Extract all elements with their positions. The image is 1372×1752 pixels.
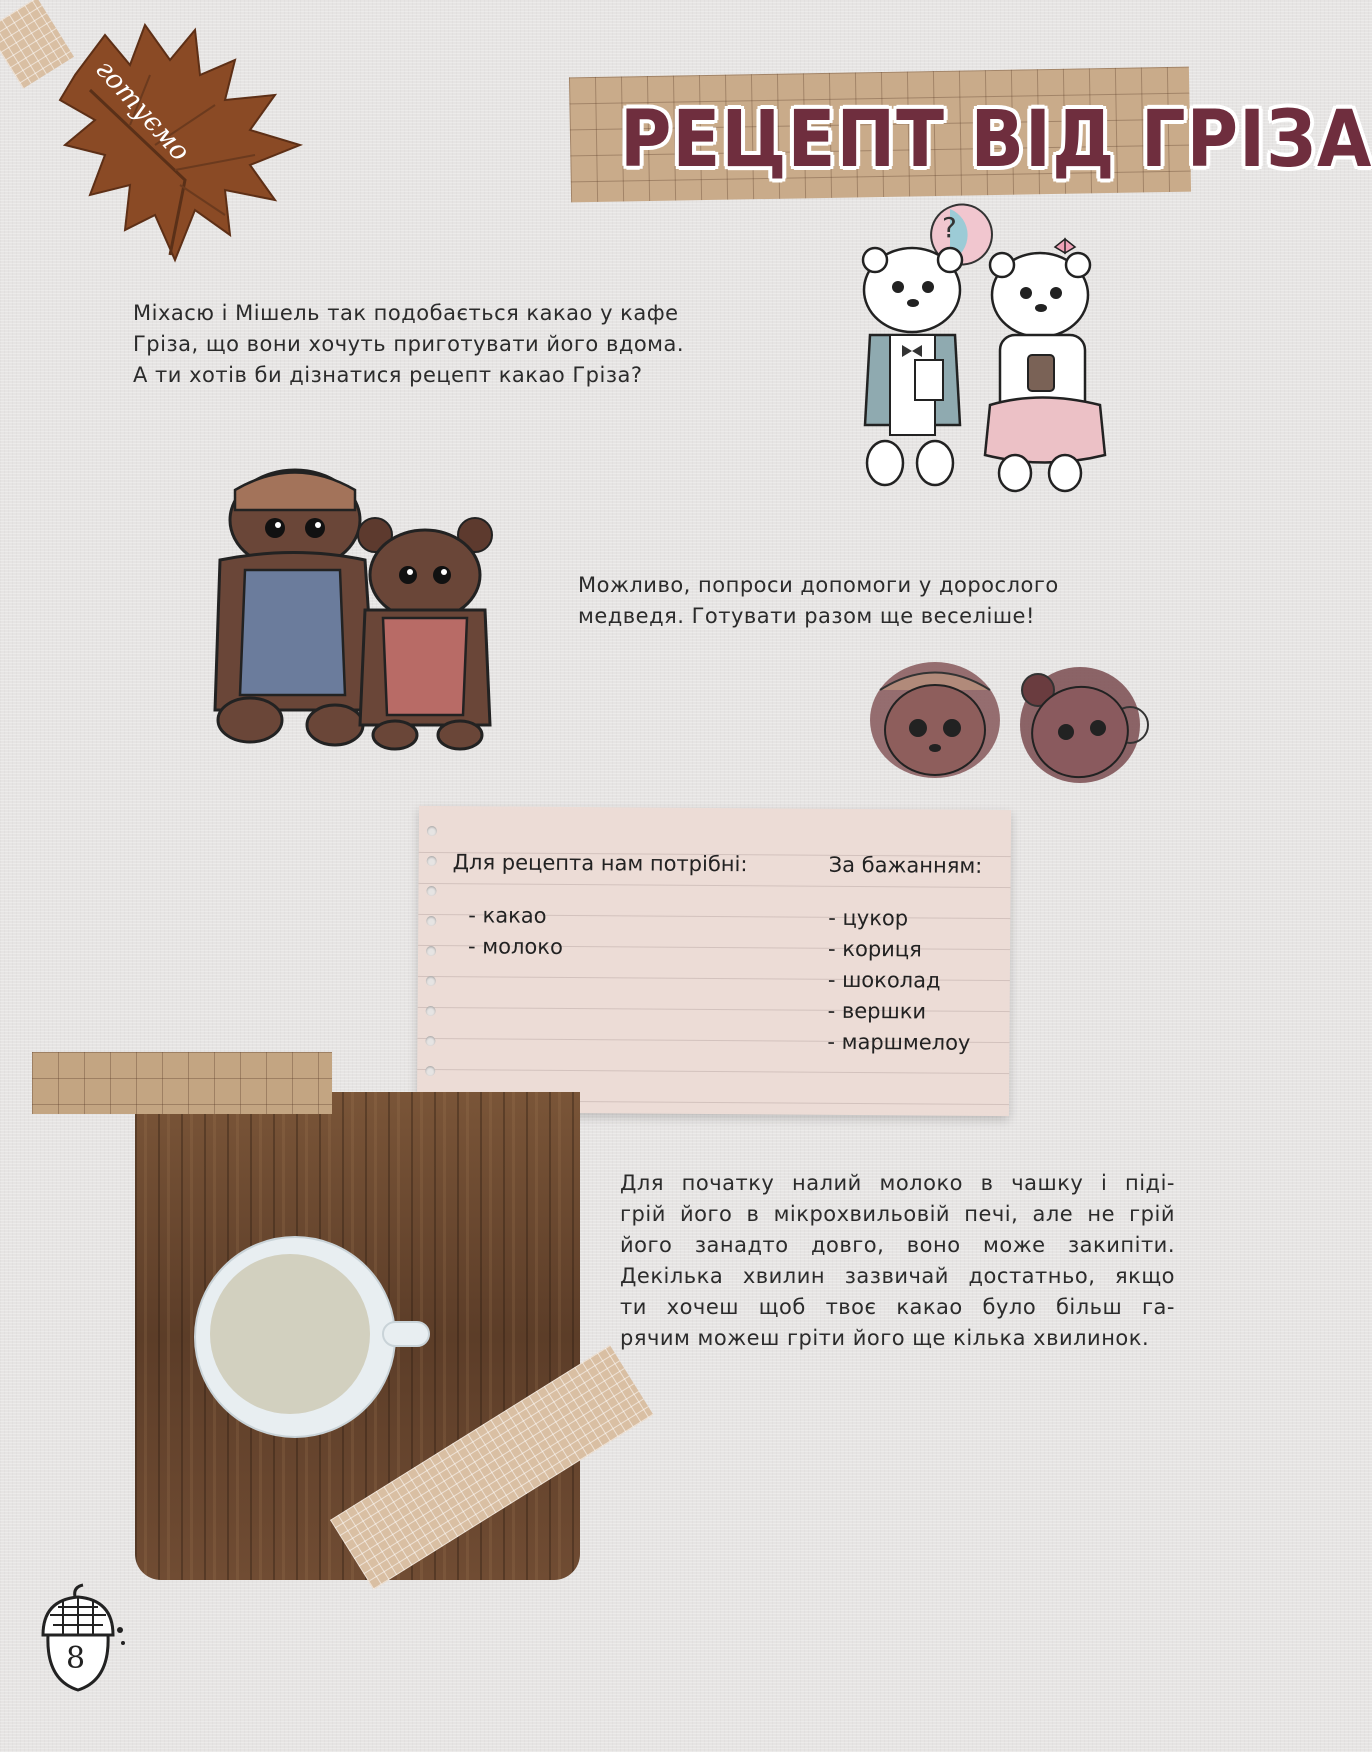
intro-text (133, 298, 773, 391)
leaf-label: готуємо (89, 53, 196, 168)
instruction-line: ти хочеш щоб твоє какао було більш га- (620, 1295, 1175, 1319)
ingredient-item: - маршмелоу (827, 1029, 971, 1055)
page-number: 8 (66, 1641, 86, 1676)
instruction-line: Декілька хвилин зазвичай достатньо, якщо (620, 1264, 1175, 1288)
instructions-text (620, 1168, 1175, 1354)
intro-line: Міхасю і Мішель так подобається какао у кафе (133, 301, 679, 325)
intro-line: А ти хотів би дізнатися рецепт какао Гріза? (133, 363, 643, 387)
oak-leaf-icon (35, 5, 325, 280)
ingredient-item: - какао (468, 903, 547, 928)
required-ingredients (452, 842, 793, 964)
ingredient-item: - молоко (468, 934, 563, 959)
help-line: Можливо, попроси допомоги у дорослого (578, 573, 1059, 597)
ingredient-item: - кориця (828, 936, 922, 962)
ingredients-note (417, 806, 1011, 1116)
brown-bears-illustration (205, 460, 525, 750)
instruction-line: рячим можеш гріти його ще кілька хвилинок. (620, 1326, 1150, 1350)
instruction-line: Для початку налий молоко в чашку і піді- (620, 1171, 1175, 1195)
polar-bears-illustration (850, 195, 1110, 495)
ingredient-item: - вершки (827, 998, 927, 1024)
optional-title: За бажанням: (828, 852, 983, 878)
ingredient-item: - цукор (828, 905, 909, 931)
required-title: Для рецепта нам потрібні: (452, 850, 748, 877)
instruction-line: його занадто довго, воно може закипіти. (620, 1233, 1175, 1257)
optional-ingredients (827, 845, 998, 1059)
page-title: РЕЦЕПТ ВІД ГРІЗА (620, 95, 1372, 185)
intro-line: Гріза, що вони хочуть приготувати його вдома. (133, 332, 685, 356)
speech-bubble-mark: ? (942, 211, 957, 244)
bear-faces-stamps (840, 650, 1160, 800)
photo-top-tape (32, 1052, 332, 1114)
acorn-icon (28, 1585, 128, 1695)
instruction-line: грій його в мікрохвильовій печі, але не грій (620, 1202, 1175, 1226)
help-line: медведя. Готувати разом ще веселіше! (578, 604, 1035, 628)
help-text (578, 570, 1108, 632)
ingredient-item: - шоколад (827, 967, 941, 993)
